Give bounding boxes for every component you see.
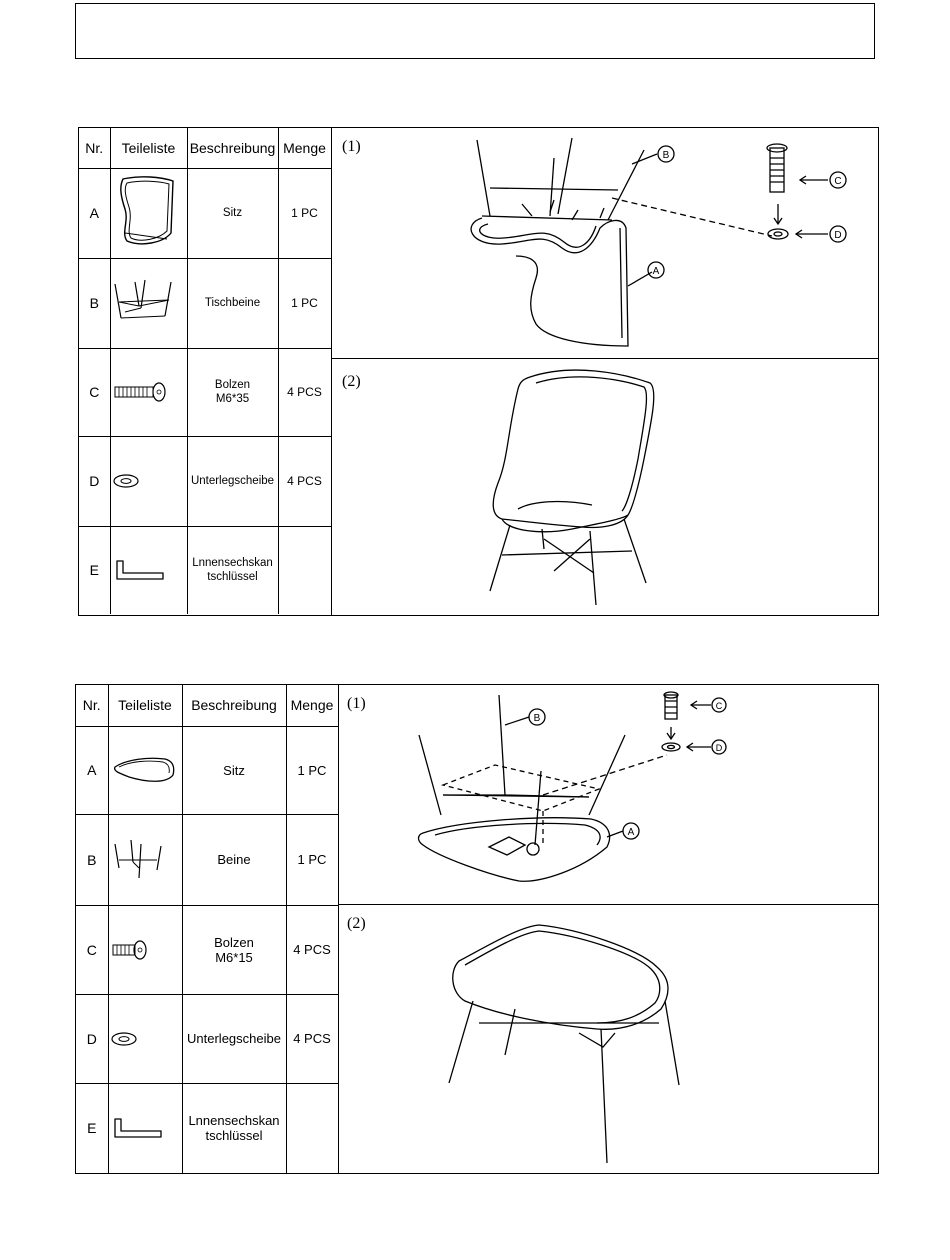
chair-parts-table (79, 128, 332, 614)
part-quantity: 1 PC (286, 814, 338, 905)
table-row (76, 726, 338, 814)
part-quantity: 1 PC (278, 258, 331, 348)
callout-b: B (662, 150, 670, 161)
table-row (79, 258, 331, 348)
column-header-parts: Teileliste (108, 685, 182, 726)
part-quantity (286, 1083, 338, 1173)
chair-step-1 (331, 128, 878, 359)
column-header-nr: Nr. (76, 685, 108, 726)
part-quantity: 4 PCS (286, 994, 338, 1083)
step-label: (2) (347, 915, 366, 932)
part-description: Sitz (182, 726, 286, 814)
part-description: Lnnensechskan tschlüssel (187, 526, 278, 614)
part-nr: D (79, 436, 110, 526)
part-nr: C (76, 905, 108, 994)
callout-a: A (652, 266, 660, 277)
part-image (108, 905, 182, 994)
table-row (76, 905, 338, 994)
washer-icon (109, 1031, 139, 1047)
part-description: Bolzen M6*35 (187, 348, 278, 436)
allen-key-icon (111, 557, 167, 583)
table-parts-table (76, 685, 339, 1173)
part-quantity: 4 PCS (286, 905, 338, 994)
part-description: Unterlegscheibe (182, 994, 286, 1083)
table-step-1-drawing (339, 685, 877, 904)
part-description: Sitz (187, 168, 278, 258)
bolt-icon (109, 938, 149, 962)
table-row (79, 168, 331, 258)
callout-d: D (834, 230, 842, 241)
allen-key-icon (109, 1115, 165, 1141)
chair-step-2-drawing (332, 359, 877, 614)
step-label: (2) (342, 373, 361, 390)
step-label: (1) (342, 138, 361, 155)
table-step-2 (338, 905, 878, 1173)
column-header-description: Beschreibung (187, 128, 278, 168)
table-row (76, 1083, 338, 1173)
part-image (108, 814, 182, 905)
part-description: Tischbeine (187, 258, 278, 348)
bolt-icon (111, 380, 171, 404)
part-description: Unterlegscheibe (187, 436, 278, 526)
table-legs-icon (109, 838, 169, 882)
part-nr: A (79, 168, 110, 258)
part-image (110, 526, 187, 614)
table-row (79, 348, 331, 436)
part-quantity: 4 PCS (278, 436, 331, 526)
part-image (108, 994, 182, 1083)
chair-legs-icon (111, 278, 181, 328)
part-nr: B (76, 814, 108, 905)
chair-seat-icon (111, 173, 181, 253)
part-quantity: 1 PC (278, 168, 331, 258)
part-description: Lnnensechskan tschlüssel (182, 1083, 286, 1173)
column-header-description: Beschreibung (182, 685, 286, 726)
column-header-parts: Teileliste (110, 128, 187, 168)
part-quantity: 4 PCS (278, 348, 331, 436)
step-label: (1) (347, 695, 366, 712)
part-image (108, 1083, 182, 1173)
chair-assembly-sheet (78, 127, 879, 616)
part-image (110, 258, 187, 348)
part-nr: D (76, 994, 108, 1083)
part-quantity (278, 526, 331, 614)
part-image (108, 726, 182, 814)
table-step-1 (338, 685, 878, 905)
table-row (76, 814, 338, 905)
table-row (76, 994, 338, 1083)
column-header-nr: Nr. (79, 128, 110, 168)
table-row (79, 436, 331, 526)
callout-b: B (533, 713, 541, 724)
table-step-2-drawing (339, 905, 877, 1172)
part-quantity: 1 PC (286, 726, 338, 814)
part-image (110, 348, 187, 436)
chair-step-1-drawing (332, 128, 877, 358)
part-image (110, 168, 187, 258)
part-description: Bolzen M6*15 (182, 905, 286, 994)
part-image (110, 436, 187, 526)
callout-c: C (834, 176, 842, 187)
part-nr: E (79, 526, 110, 614)
part-description: Beine (182, 814, 286, 905)
part-nr: E (76, 1083, 108, 1173)
callout-a: A (627, 827, 635, 838)
table-top-icon (109, 753, 179, 787)
part-nr: A (76, 726, 108, 814)
header-box (75, 3, 875, 59)
washer-icon (111, 473, 141, 489)
callout-c: C (715, 701, 723, 711)
part-nr: B (79, 258, 110, 348)
part-nr: C (79, 348, 110, 436)
chair-step-2 (331, 359, 878, 615)
callout-d: D (715, 743, 723, 753)
column-header-quantity: Menge (286, 685, 338, 726)
column-header-quantity: Menge (278, 128, 331, 168)
table-row (79, 526, 331, 614)
table-assembly-sheet (75, 684, 879, 1174)
